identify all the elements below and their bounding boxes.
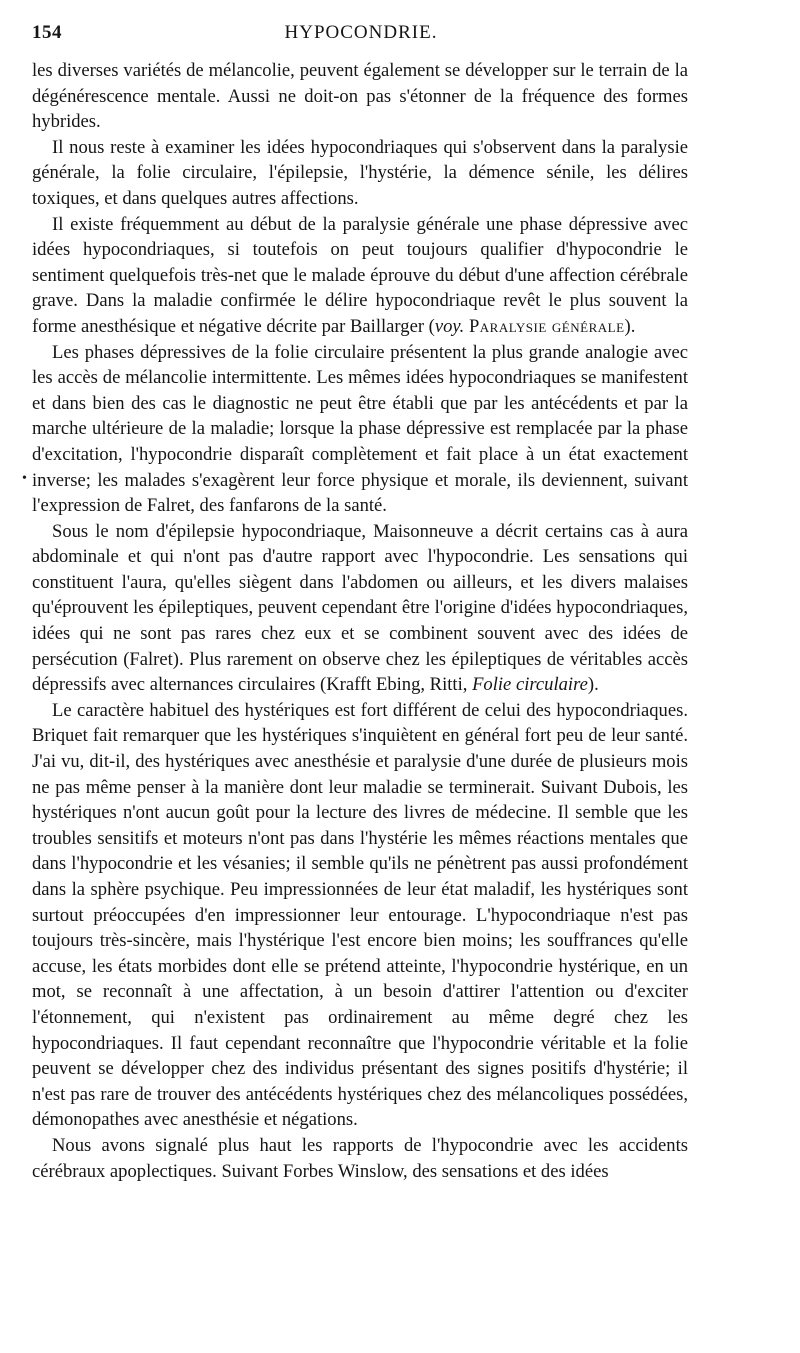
page-body bbox=[32, 58, 688, 1184]
paragraph-text: Le caractère habituel des hystériques est fort différent de celui des hypocondriaques. Briquet fait remarquer que les hystériques s'inquiètent en général fort peu de leur santé. J'ai vu, dit-il, des hystériques avec anesthésie et paralysie d'une durée de plusieurs mois ne pas même penser à la manière dont leur maladie se terminerait. Suivant Dubois, les hystériques n'ont aucun goût pour la lecture des livres de médecine. Il semble que les troubles sensitifs et moteurs n'ont pas dans l'hystérie les mêmes réactions mentales que dans l'hypocondrie et les vésanies; il semble qu'ils ne pénètrent pas aussi profondément dans la sphère psychique. Peu impressionnées de leur état maladif, les hystériques sont surtout préoccupées d'en impressionner leur entourage. L'hypocondriaque n'est pas toujours très-sincère, mais l'hystérique l'est encore bien moins; les souffrances qu'elle accuse, les états morbides dont elle se prétend atteinte, l'hypocondrie hystérique, en un mot, se reconnaît à une affectation, à un besoin d'attirer l'attention ou d'exciter l'étonnement, qui n'existent pas ordinairement au même degré chez les hypocondriaques. Il faut cependant reconnaître que l'hypocondrie véritable et la folie peuvent se développer chez des individus présentant des signes positifs d'hystérie; il n'est pas rare de trouver des antécédents hystériques chez des mélancoliques possédées, démonopathes avec anesthésie et négations. bbox=[32, 699, 688, 1131]
italic-ref: voy. bbox=[434, 315, 465, 337]
page-header bbox=[32, 22, 690, 52]
italic-ref: Folie circulaire bbox=[472, 674, 588, 696]
paragraph-text: Il nous reste à examiner les idées hypocondriaques qui s'observent dans la paralysie générale, la folie circulaire, l'épilepsie, l'hystérie, la démence sénile, les délires toxiques, et dans quelques autres affections. bbox=[32, 136, 688, 209]
paragraph bbox=[32, 340, 688, 519]
paragraph bbox=[32, 135, 688, 212]
paragraph-text: Il existe fréquemment au début de la paralysie générale une phase dépressive avec idées hypocondriaques, si toutefois on peut toujours qualifier d'hypocondrie le sentiment quelquefois très-net que le malade éprouve du début d'une affection cérébrale grave. Dans la maladie confirmée le délire hypocondriaque revêt le plus souvent la forme anesthésique et négative décrite par Baillarger ( bbox=[32, 213, 688, 337]
margin-mark: • bbox=[22, 471, 27, 486]
paragraph bbox=[32, 212, 688, 340]
paragraph-tail: ). bbox=[587, 674, 599, 696]
paragraph-text: Les phases dépressives de la folie circulaire présentent la plus grande analogie avec les accès de mélancolie intermittente. Les mêmes idées hypocondriaques se manifestent et dans bien des cas le diagnostic ne peut être établi que par les antécédents et par la marche ultérieure de la maladie; lorsque la phase dépressive est remplacée par la phase d'excitation, l'hypocondrie disparaît complètement et fait place à un état exactement inverse; les malades s'exagèrent leur force physique et morale, ils deviennent, suivant l'expression de Falret, des fanfarons de la santé. bbox=[32, 341, 688, 517]
smallcaps-ref: Paralysie générale bbox=[468, 315, 625, 337]
paragraph bbox=[32, 519, 688, 698]
paragraph-text: les diverses variétés de mélancolie, peuvent également se développer sur le terrain de la dégénérescence mentale. Aussi ne doit-on pas s'étonner de la fréquence des formes hybrides. bbox=[32, 60, 688, 133]
running-title: HYPOCONDRIE. bbox=[284, 22, 438, 43]
paragraph bbox=[32, 1133, 688, 1184]
paragraph-tail: ). bbox=[624, 315, 636, 337]
paragraph-text: Sous le nom d'épilepsie hypocondriaque, Maisonneuve a décrit certains cas à aura abdominale et qui n'ont pas d'autre rapport avec l'hypocondrie. Les sensations qui constituent l'aura, qu'elles siègent dans l'abdomen ou ailleurs, et les divers malaises qu'éprouvent les épileptiques, peuvent cependant être l'origine d'idées hypocondriaques, idées qui ne sont pas rares chez eux et se combinent souvent avec des idées de persécution (Falret). Plus rarement on observe chez les épileptiques de véritables accès dépressifs avec alternances circulaires (Krafft Ebing, Ritti, bbox=[32, 520, 688, 696]
page-number: 154 bbox=[32, 22, 62, 43]
paragraph-text: Nous avons signalé plus haut les rapports de l'hypocondrie avec les accidents cérébraux apoplectiques. Suivant Forbes Winslow, des sensations et des idées bbox=[32, 1134, 688, 1182]
paragraph bbox=[32, 698, 688, 1133]
paragraph bbox=[32, 58, 688, 135]
